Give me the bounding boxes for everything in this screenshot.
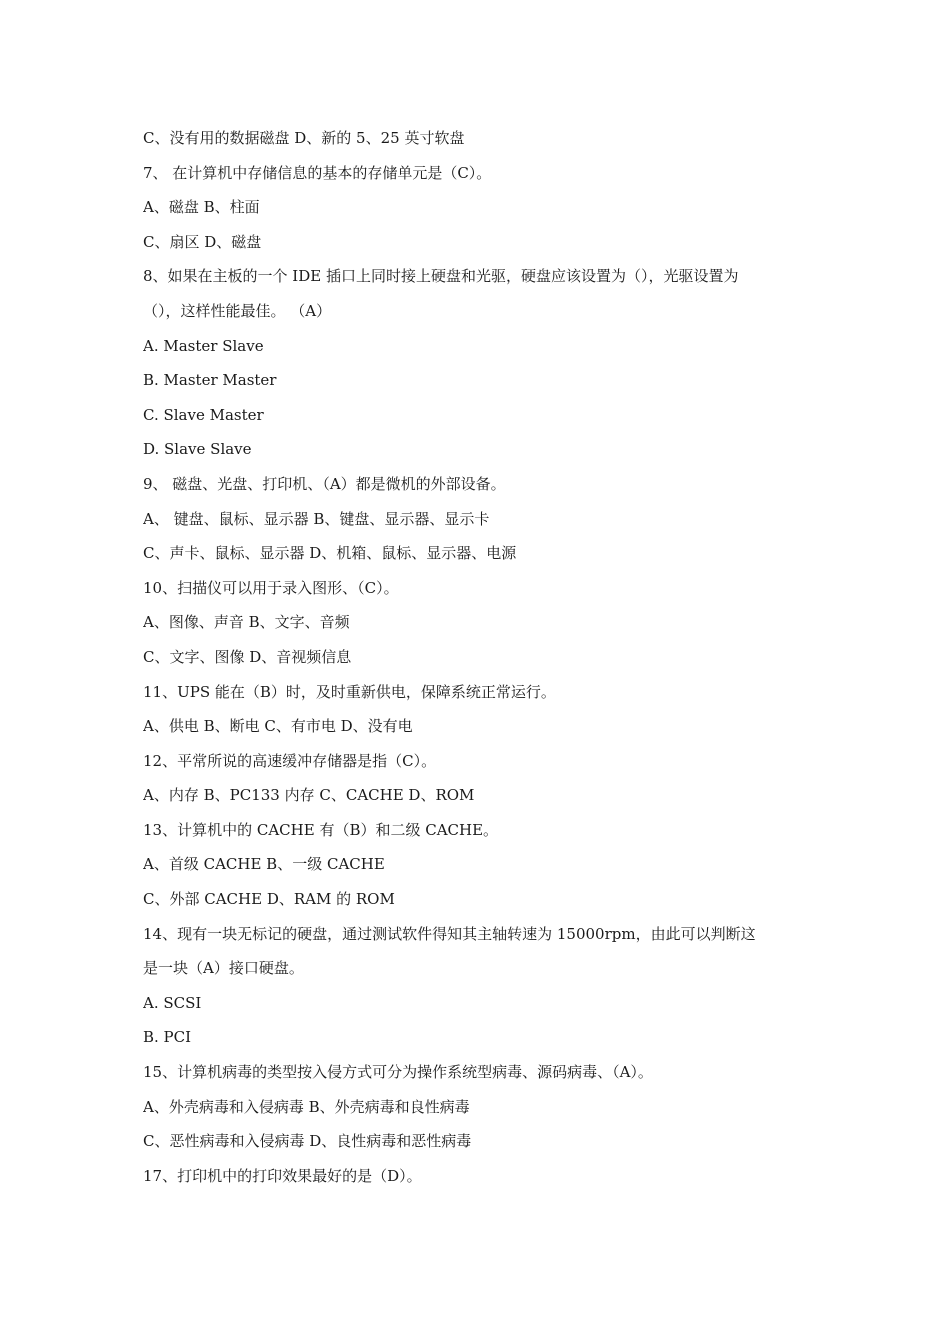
question-14-option-b: B. PCI — [143, 1028, 192, 1047]
question-7-options-ab: A、磁盘 B、柱面 — [143, 198, 260, 217]
question-11: 11、UPS 能在（B）时，及时重新供电，保障系统正常运行。 — [143, 682, 556, 701]
question-8-option-a: A. Master Slave — [143, 336, 264, 355]
question-10-options-cd: C、文字、图像 D、音视频信息 — [143, 647, 352, 666]
question-15-options-cd: C、恶性病毒和入侵病毒 D、良性病毒和恶性病毒 — [143, 1132, 472, 1151]
question-15-options-ab: A、外壳病毒和入侵病毒 B、外壳病毒和良性病毒 — [143, 1097, 470, 1116]
question-14-continued: 是一块（A）接口硬盘。 — [143, 959, 304, 978]
question-17: 17、打印机中的打印效果最好的是（D）。 — [143, 1166, 422, 1185]
question-14: 14、现有一块无标记的硬盘，通过测试软件得知其主轴转速为 15000rpm，由此可以判断这 — [143, 924, 756, 943]
question-7: 7、 在计算机中存储信息的基本的存储单元是（C）。 — [143, 163, 492, 182]
question-15: 15、计算机病毒的类型按入侵方式可分为操作系统型病毒、源码病毒、（A）。 — [143, 1063, 653, 1082]
question-11-options: A、供电 B、断电 C、有市电 D、没有电 — [143, 717, 413, 736]
question-12: 12、平常所说的高速缓冲存储器是指（C）。 — [143, 751, 437, 770]
question-10-options-ab: A、图像、声音 B、文字、音频 — [143, 613, 350, 632]
question-8-option-b: B. Master Master — [143, 371, 277, 390]
question-13-options-ab: A、首级 CACHE B、一级 CACHE — [143, 855, 385, 874]
question-13-options-cd: C、外部 CACHE D、RAM 的 ROM — [143, 890, 395, 909]
document-body — [143, 121, 823, 1193]
question-9: 9、 磁盘、光盘、打印机、（A）都是微机的外部设备。 — [143, 474, 506, 493]
question-8: 8、如果在主板的一个 IDE 插口上同时接上硬盘和光驱，硬盘应该设置为（），光驱设置为 — [143, 267, 739, 286]
question-7-options-cd: C、扇区 D、磁盘 — [143, 232, 262, 251]
question-14-option-a: A. SCSI — [143, 993, 202, 1012]
question-8-option-c: C. Slave Master — [143, 405, 264, 424]
question-9-options-cd: C、声卡、鼠标、显示器 D、机箱、鼠标、显示器、电源 — [143, 544, 517, 563]
question-9-options-ab: A、 键盘、鼠标、显示器 B、键盘、显示器、显示卡 — [143, 509, 490, 528]
question-10: 10、扫描仪可以用于录入图形、（C）。 — [143, 578, 399, 597]
question-12-options: A、内存 B、PC133 内存 C、CACHE D、ROM — [143, 786, 475, 805]
question-8-option-d: D. Slave Slave — [143, 440, 252, 459]
question-8-continued: （），这样性能最佳。 （A） — [143, 301, 332, 320]
text-line: C、没有用的数据磁盘 D、新的 5、25 英寸软盘 — [143, 129, 465, 147]
question-13: 13、计算机中的 CACHE 有（B）和二级 CACHE。 — [143, 820, 499, 839]
